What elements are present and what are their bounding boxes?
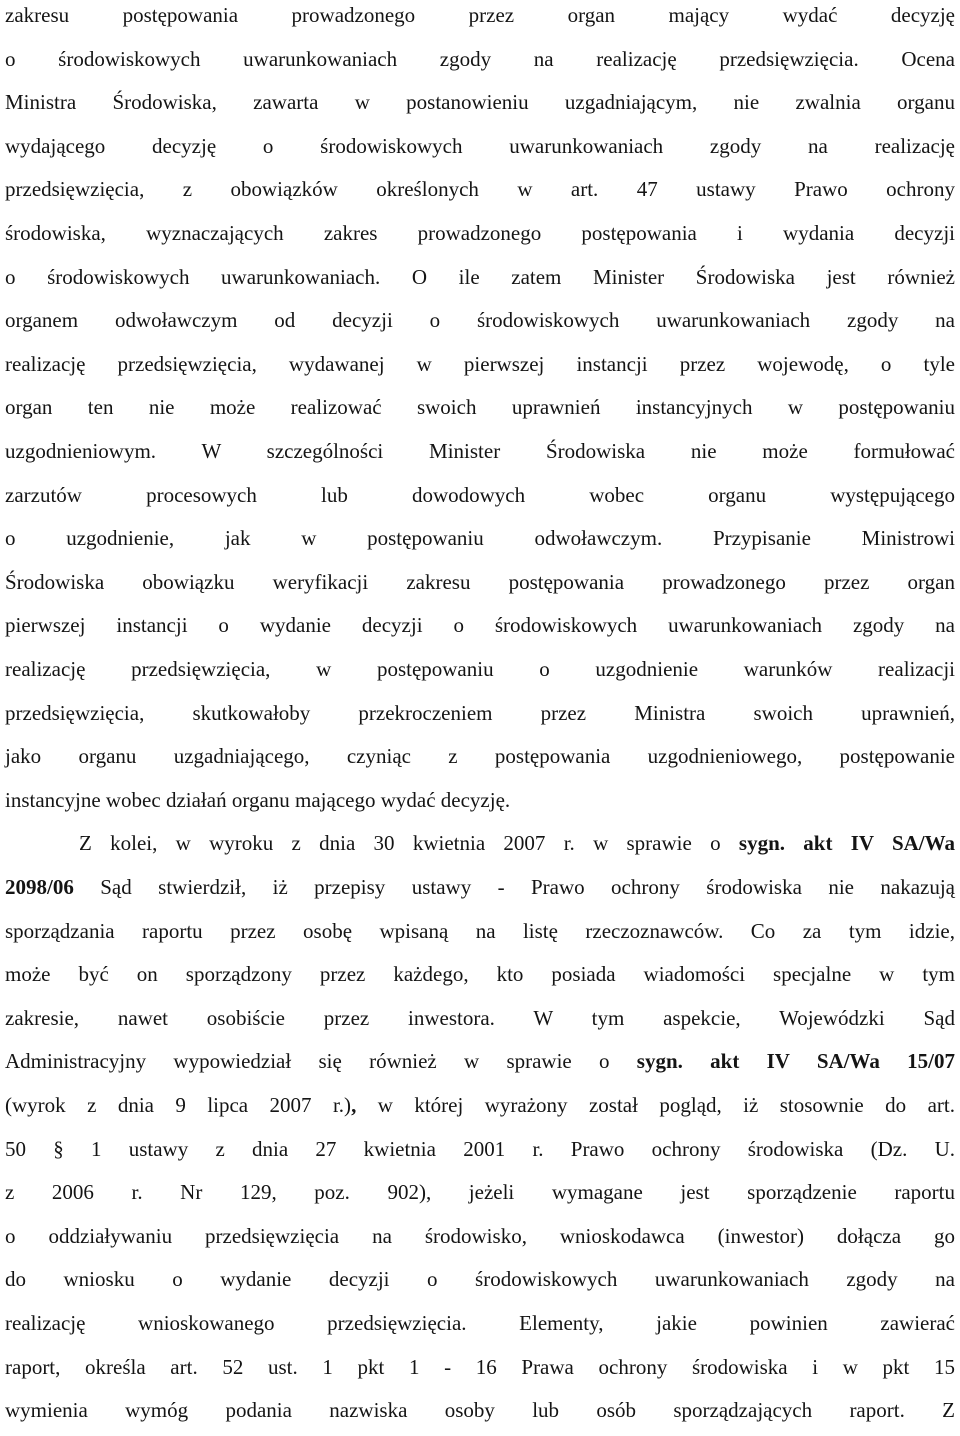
text-line (5, 1395, 955, 1425)
text-segment: sporządzania raportu przez osobę wpisaną na listę rzeczoznawców. Co za tym idzie, (5, 918, 955, 943)
text-line (5, 959, 955, 989)
text-line (5, 1134, 955, 1164)
text-line (5, 262, 955, 292)
text-line (5, 0, 955, 30)
text-segment: wydającego decyzję o środowiskowych uwarunkowaniach zgody na realizację (5, 133, 955, 158)
text-segment: Sąd stwierdził, iż przepisy ustawy - Prawo ochrony środowiska nie nakazują (73, 875, 955, 899)
text-line (5, 44, 955, 74)
text-segment: realizację wnioskowanego przedsięwzięcia. Elementy, jakie powinien zawierać (5, 1311, 955, 1335)
text-segment: jako organu uzgadniającego, czyniąc z postępowania uzgodnieniowego, postępowanie (5, 744, 955, 769)
text-line (5, 480, 955, 510)
text-segment: realizację przedsięwzięcia, w postępowaniu o uzgodnienie warunków realizacji (5, 657, 955, 681)
text-segment: środowiska, wyznaczających zakres prowadzonego postępowania i wydania decyzji (5, 221, 955, 245)
text-segment: do wniosku o wydanie decyzji o środowiskowych uwarunkowaniach zgody na (5, 1267, 955, 1292)
text-segment: (wyrok z dnia 9 lipca 2007 r.) (5, 1093, 352, 1117)
text-line (5, 1090, 955, 1120)
text-line (5, 305, 955, 335)
text-segment: 50 § 1 ustawy z dnia 27 kwietnia 2001 r. Prawo ochrony środowiska (Dz. U. (5, 1136, 955, 1161)
text-line (5, 610, 955, 640)
text-segment: o oddziaływaniu przedsięwzięcia na środowisko, wnioskodawca (inwestor) dołącza go (5, 1223, 955, 1248)
case-reference: , (351, 1093, 357, 1117)
text-segment: może być on sporządzony przez każdego, kto posiada wiadomości specjalne w tym (5, 962, 955, 987)
text-line (5, 1046, 955, 1076)
text-line (5, 349, 955, 379)
text-line (5, 523, 955, 553)
text-segment: uzgodnieniowym. W szczególności Minister Środowiska nie może formułować (5, 439, 955, 463)
text-segment: przedsięwzięcia, z obowiązków określonych w art. 47 ustawy Prawo ochrony (5, 177, 955, 202)
text-line (5, 131, 955, 161)
text-line (5, 392, 955, 422)
text-line (5, 654, 955, 684)
text-segment: raport, określa art. 52 ust. 1 pkt 1 - 16 Prawa ochrony środowiska i w pkt 15 (5, 1354, 955, 1379)
case-reference: 2098/06 (5, 875, 74, 899)
text-line (5, 1003, 955, 1033)
text-line (5, 1221, 955, 1251)
text-line (5, 698, 955, 728)
text-line (5, 916, 955, 946)
text-line (5, 1177, 955, 1207)
text-segment: organ ten nie może realizować swoich uprawnień instancyjnych w postępowaniu (5, 395, 955, 420)
text-line (5, 567, 955, 597)
text-line (5, 218, 955, 248)
text-segment: Administracyjny wypowiedział się również w sprawie o (5, 1049, 637, 1074)
text-segment: pierwszej instancji o wydanie decyzji o środowiskowych uwarunkowaniach zgody na (5, 613, 955, 638)
text-line (5, 87, 955, 117)
text-line (5, 174, 955, 204)
text-line (5, 828, 955, 858)
text-segment: o środowiskowych uwarunkowaniach zgody na realizację przedsięwzięcia. Ocena (5, 46, 955, 71)
case-reference: sygn. akt IV SA/Wa (738, 831, 955, 856)
text-segment: Ministra Środowiska, zawarta w postanowieniu uzgadniającym, nie zwalnia organu (5, 90, 955, 115)
text-segment: wymienia wymóg podania nazwiska osoby lub osób sporządzających raport. Z (5, 1398, 955, 1423)
text-line (5, 436, 955, 466)
text-segment: zakresu postępowania prowadzonego przez organ mający wydać decyzję (5, 3, 955, 27)
text-segment: realizację przedsięwzięcia, wydawanej w pierwszej instancji przez wojewodę, o tyle (5, 351, 955, 376)
text-segment: w której wyrażony został pogląd, iż stosownie do art. (356, 1093, 955, 1117)
text-line (5, 1308, 955, 1338)
text-segment: o uzgodnienie, jak w postępowaniu odwoławczym. Przypisanie Ministrowi (5, 526, 955, 551)
text-segment: o środowiskowych uwarunkowaniach. O ile zatem Minister Środowiska jest również (5, 264, 955, 289)
text-segment: zakresie, nawet osobiście przez inwestora. W tym aspekcie, Wojewódzki Sąd (5, 1005, 955, 1030)
text-line (5, 741, 955, 771)
text-line (5, 1352, 955, 1382)
text-segment: z 2006 r. Nr 129, poz. 902), jeżeli wymagane jest sporządzenie raportu (5, 1180, 955, 1205)
text-segment: zarzutów procesowych lub dowodowych wobec organu występującego (5, 482, 955, 507)
text-segment: instancyjne wobec działań organu mającego wydać decyzję. (5, 787, 511, 812)
case-reference: sygn. akt IV SA/Wa 15/07 (636, 1049, 955, 1074)
text-line (5, 872, 955, 902)
text-line (5, 785, 955, 815)
text-segment: Z kolei, w wyroku z dnia 30 kwietnia 2007 r. w sprawie o (79, 831, 739, 856)
text-segment: Środowiska obowiązku weryfikacji zakresu postępowania prowadzonego przez organ (5, 569, 955, 594)
text-segment: przedsięwzięcia, skutkowałoby przekroczeniem przez Ministra swoich uprawnień, (5, 700, 955, 725)
text-line (5, 1264, 955, 1294)
text-segment: organem odwoławczym od decyzji o środowiskowych uwarunkowaniach zgody na (5, 308, 955, 333)
